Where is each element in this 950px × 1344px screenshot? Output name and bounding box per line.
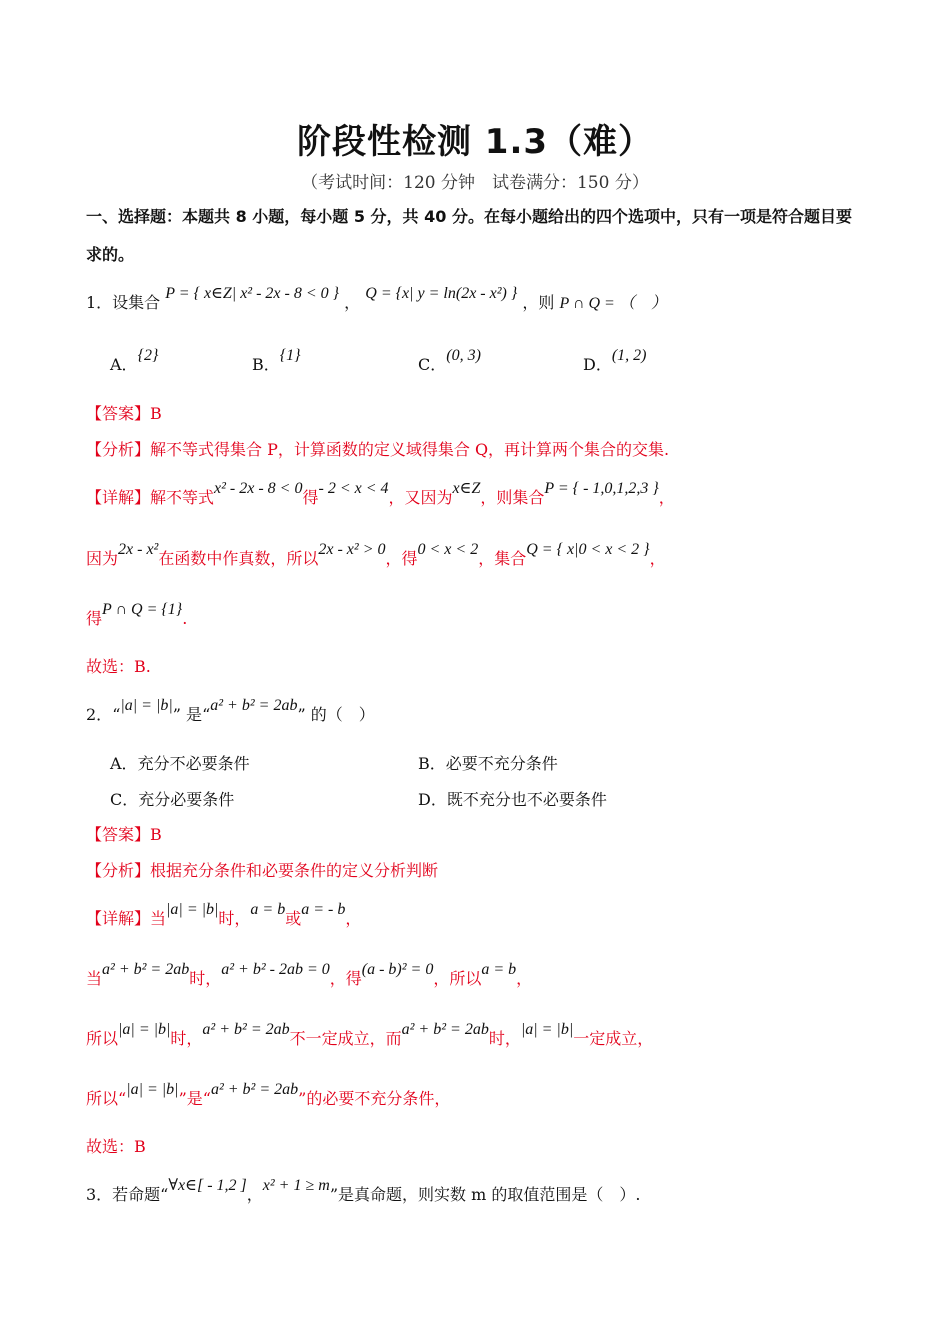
- section-heading-line1: 一、选择题：本题共 8 小题，每小题 5 分，共 40 分。在每小题给出的四个选项中，只有一项是符合题目要: [86, 207, 852, 226]
- question-3: 3．若命题“∀x∈[ - 1,2 ]，x² + 1 ≥ m”是真命题，则实数 m 的取值范围是（ ）.: [86, 1177, 641, 1204]
- q1-conclusion: 故选：B.: [86, 657, 151, 676]
- q1-number: 1．设集合: [86, 293, 161, 312]
- q1-ask: P ∩ Q = （ ）: [559, 295, 667, 312]
- q1-detail-line2: 因为2x - x²在函数中作真数，所以2x - x² > 0，得0 < x < 2，集合Q = { x|0 < x < 2 }，: [86, 541, 666, 568]
- question-1: 1．设集合 P = { x∈Z| x² - 2x - 8 < 0 } ， Q = {x| y = ln(2x - x²) } ，则 P ∩ Q = （ ）: [86, 285, 667, 312]
- section-heading-line2: 求的。: [86, 245, 135, 264]
- q1-detail-line3: 得P ∩ Q = {1}.: [86, 601, 188, 628]
- q2-detail-line1: 【详解】当|a| = |b|时，a = b或a = - b，: [86, 901, 362, 928]
- q2-conclusion: 故选：B: [86, 1137, 146, 1156]
- q2-answer: 【答案】B: [86, 825, 162, 844]
- q1-answer: 【答案】B: [86, 404, 162, 423]
- q1-set-p: P = { x∈Z| x² - 2x - 8 < 0 }: [165, 285, 340, 302]
- q1-tail: ，则: [522, 293, 555, 312]
- q1-option-c: C．(0, 3): [418, 347, 481, 374]
- q2-option-c: C．充分必要条件: [110, 790, 235, 809]
- q1-option-d: D．(1, 2): [583, 347, 647, 374]
- exam-info: （考试时间：120 分钟 试卷满分：150 分）: [301, 173, 649, 193]
- q2-option-a: A．充分不必要条件: [110, 754, 250, 773]
- q1-analysis: 【分析】解不等式得集合 P，计算函数的定义域得集合 Q，再计算两个集合的交集.: [86, 440, 670, 459]
- q2-detail-line2: 当a² + b² = 2ab时，a² + b² - 2ab = 0，得(a - b)² = 0，所以a = b，: [86, 961, 533, 988]
- q1-option-a: A．{2}: [110, 347, 159, 374]
- page-title: 阶段性检测 1.3（难）: [296, 122, 654, 162]
- question-2: 2．“|a| = |b|” 是“a² + b² = 2ab” 的（ ）: [86, 697, 375, 724]
- q1-set-q: Q = {x| y = ln(2x - x²) }: [365, 285, 518, 302]
- q2-detail-line3: 所以|a| = |b|时，a² + b² = 2ab不一定成立，而a² + b² = 2ab时，|a| = |b|一定成立，: [86, 1021, 654, 1048]
- q2-detail-line4: 所以“|a| = |b|”是“a² + b² = 2ab”的必要不充分条件，: [86, 1081, 451, 1108]
- q1-option-b: B．{1}: [252, 347, 301, 374]
- q2-option-d: D．既不充分也不必要条件: [418, 790, 607, 809]
- q1-detail-line1: 【详解】解不等式x² - 2x - 8 < 0得- 2 < x < 4，又因为x∈Z，则集合P = { - 1,0,1,2,3 }，: [86, 480, 675, 507]
- q2-option-b: B．必要不充分条件: [418, 754, 558, 773]
- q2-analysis: 【分析】根据充分条件和必要条件的定义分析判断: [86, 861, 439, 880]
